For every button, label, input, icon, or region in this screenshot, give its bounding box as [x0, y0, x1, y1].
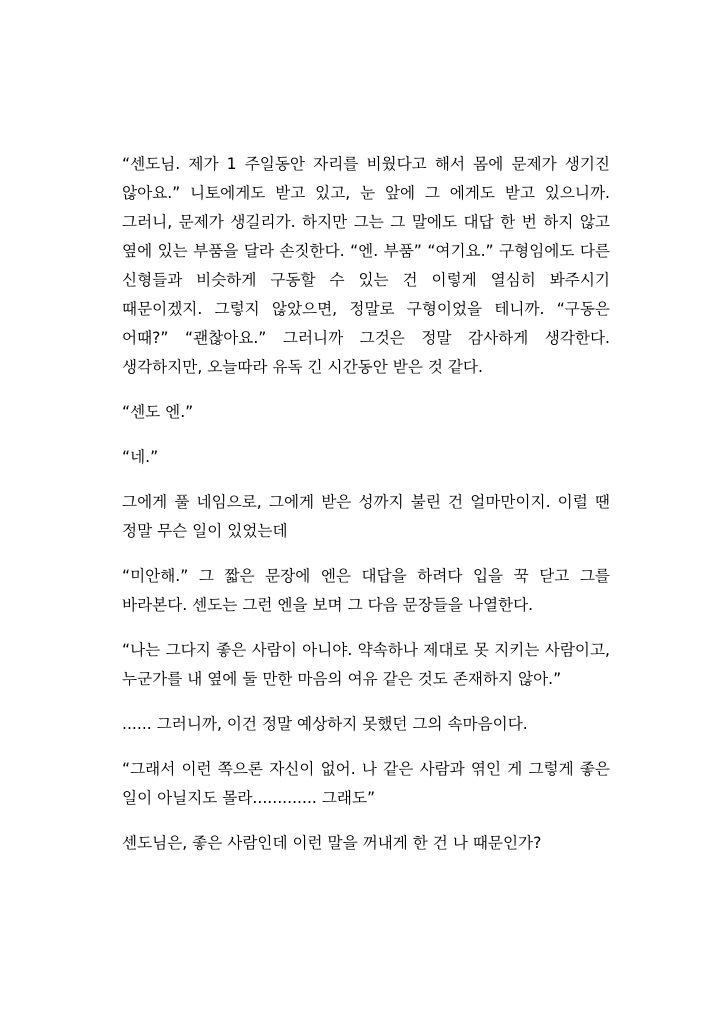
paragraph-3: “네.” [122, 448, 159, 466]
paragraph-2: “센도 엔.” [122, 403, 194, 421]
paragraph-8: “그래서 이런 쪽으론 자신이 없어. 나 같은 사람과 엮인 게 그렇게 좋은 일이 아닐지도 몰라............. 그래도” [122, 760, 610, 807]
paragraph-6: “나는 그다지 좋은 사람이 아니야. 약속하나 제대로 못 지키는 사람이고, 누군가를 내 옆에 둘 만한 마음의 여유 같은 것도 존재하지 않아.” [122, 641, 610, 688]
paragraph-5: “미안해.” 그 짧은 문장에 엔은 대답을 하려다 입을 꾹 닫고 그를 바라본다. 센도는 그런 엔을 보며 그 다음 문장들을 나열한다. [122, 567, 610, 614]
paragraph-4: 그에게 풀 네임으로, 그에게 받은 성까지 불린 건 얼마만이지. 이럴 땐 정말 무슨 일이 있었는데 [122, 493, 610, 540]
document-body [122, 150, 610, 874]
paragraph-1: “센도님. 제가 1 주일동안 자리를 비웠다고 해서 몸에 문제가 생기진 않아요.” 니토에게도 받고 있고, 눈 앞에 그 에게도 받고 있으니까. 그러니, 문제가 생길리가. 하지만 그는 그 말에도 대답 한 번 하지 않고 옆에 있는 부품을 달라 손짓한다. “엔. 부품” “여기요.” 구형임에도 다른 신형들과 비슷하게 구동할 수 있는 건 이렇게 열심히 봐주시기 때문이겠지. 그렇지 않았으면, 정말로 구형이었을 테니까. “구동은 어때?” “괜찮아요.” 그러니까 그것은 정말 감사하게 생각한다. 생각하지만, 오늘따라 유독 긴 시간동안 받은 것 같다. [122, 155, 610, 376]
paragraph-9: 센도님은, 좋은 사람인데 이런 말을 꺼내게 한 건 나 때문인가? [122, 834, 542, 852]
paragraph-7: ...... 그러니까, 이건 정말 예상하지 못했던 그의 속마음이다. [122, 715, 528, 733]
